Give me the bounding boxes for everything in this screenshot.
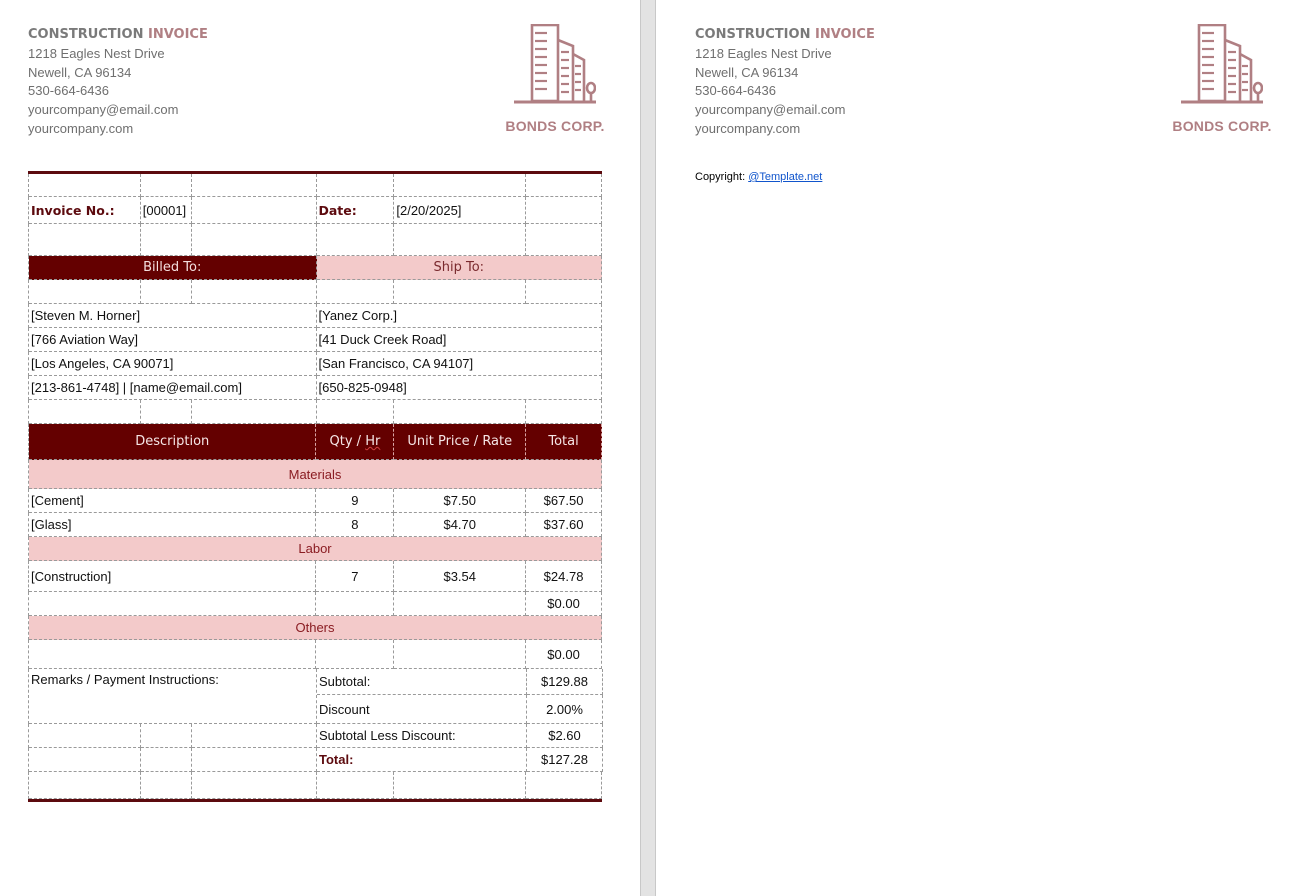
cell[interactable] bbox=[526, 772, 602, 799]
item-unit-price[interactable] bbox=[394, 592, 526, 616]
billed-name[interactable]: [Steven M. Horner] bbox=[29, 304, 317, 328]
company-city: Newell, CA 96134 bbox=[695, 64, 799, 80]
cell[interactable] bbox=[394, 174, 526, 197]
cell[interactable] bbox=[317, 224, 395, 256]
blank-row bbox=[28, 174, 602, 197]
category-labor: Labor bbox=[29, 537, 602, 561]
item-qty[interactable]: 8 bbox=[316, 513, 394, 537]
title-invoice: INVOICE bbox=[147, 27, 208, 42]
cell[interactable] bbox=[29, 400, 141, 424]
ship-to-header: Ship To: bbox=[317, 256, 603, 280]
cell[interactable] bbox=[317, 280, 395, 304]
cell[interactable] bbox=[526, 224, 602, 256]
column-total: Total bbox=[526, 424, 602, 460]
cell[interactable] bbox=[317, 772, 395, 799]
cell[interactable] bbox=[29, 772, 141, 799]
billed-street[interactable]: [766 Aviation Way] bbox=[29, 328, 317, 352]
title-construction: CONSTRUCTION bbox=[28, 27, 144, 42]
cell[interactable] bbox=[192, 400, 317, 424]
item-total[interactable]: $37.60 bbox=[526, 513, 602, 537]
cell[interactable] bbox=[526, 280, 602, 304]
company-address: 1218 Eagles Nest Drive bbox=[695, 46, 832, 62]
date-label: Date: bbox=[317, 197, 395, 224]
buildings-icon bbox=[514, 24, 596, 104]
cell[interactable] bbox=[192, 748, 317, 772]
billed-city[interactable]: [Los Angeles, CA 90071] bbox=[29, 352, 317, 376]
blank-row bbox=[28, 400, 602, 424]
discount-label: Discount bbox=[317, 695, 527, 724]
item-qty[interactable] bbox=[316, 592, 394, 616]
blank-row bbox=[28, 772, 602, 799]
invoice-page-2 bbox=[656, 0, 1290, 896]
date-value[interactable]: [2/20/2025] bbox=[394, 197, 526, 224]
item-row bbox=[28, 640, 602, 669]
item-unit-price[interactable]: $4.70 bbox=[394, 513, 526, 537]
copyright-label: Copyright: bbox=[695, 171, 746, 183]
category-others: Others bbox=[29, 616, 602, 640]
cell[interactable] bbox=[192, 224, 317, 256]
column-unit-price: Unit Price / Rate bbox=[394, 424, 526, 460]
cell[interactable] bbox=[141, 280, 192, 304]
brand-name: BONDS CORP. bbox=[1172, 118, 1272, 134]
category-row bbox=[28, 616, 602, 640]
invoice-page-1 bbox=[0, 0, 640, 896]
invoice-no-label: Invoice No.: bbox=[29, 197, 141, 224]
address-row bbox=[28, 328, 602, 352]
item-row bbox=[28, 489, 602, 513]
document-title bbox=[28, 26, 208, 44]
item-row bbox=[28, 513, 602, 537]
blank-row bbox=[28, 224, 602, 256]
company-logo bbox=[500, 24, 610, 134]
item-total[interactable]: $0.00 bbox=[526, 640, 602, 669]
item-total[interactable]: $0.00 bbox=[526, 592, 602, 616]
items-header-row bbox=[28, 424, 602, 460]
cell[interactable] bbox=[141, 772, 192, 799]
cell[interactable] bbox=[141, 224, 192, 256]
item-qty[interactable]: 7 bbox=[316, 561, 394, 592]
cell[interactable] bbox=[526, 174, 602, 197]
company-email: yourcompany@email.com bbox=[28, 102, 179, 118]
remarks-label[interactable]: Remarks / Payment Instructions: bbox=[29, 669, 317, 724]
cell[interactable] bbox=[317, 174, 395, 197]
cell[interactable] bbox=[192, 197, 317, 224]
item-total[interactable]: $67.50 bbox=[526, 489, 602, 513]
company-phone: 530-664-6436 bbox=[695, 82, 776, 98]
less-discount-label: Subtotal Less Discount: bbox=[317, 724, 527, 748]
cell[interactable] bbox=[526, 400, 602, 424]
cell[interactable] bbox=[29, 224, 141, 256]
item-description[interactable]: [Cement] bbox=[29, 489, 316, 513]
item-row bbox=[28, 592, 602, 616]
company-address: 1218 Eagles Nest Drive bbox=[28, 46, 165, 62]
cell[interactable] bbox=[141, 400, 192, 424]
item-description[interactable] bbox=[29, 640, 316, 669]
invoice-no-value[interactable]: [00001] bbox=[141, 197, 192, 224]
cell[interactable] bbox=[29, 174, 141, 197]
page-divider bbox=[640, 0, 656, 896]
item-unit-price[interactable]: $7.50 bbox=[394, 489, 526, 513]
cell[interactable] bbox=[394, 400, 526, 424]
item-unit-price[interactable]: $3.54 bbox=[394, 561, 526, 592]
blank-row bbox=[28, 280, 602, 304]
company-logo bbox=[1167, 24, 1277, 134]
company-info bbox=[28, 26, 208, 139]
cell[interactable] bbox=[141, 174, 192, 197]
subtotal-value[interactable]: $129.88 bbox=[527, 669, 603, 695]
discount-row bbox=[317, 695, 603, 724]
address-row bbox=[28, 352, 602, 376]
cell[interactable] bbox=[29, 280, 141, 304]
company-website: yourcompany.com bbox=[28, 121, 134, 137]
subtotal-row bbox=[317, 669, 603, 695]
total-row bbox=[317, 748, 603, 772]
bottom-border bbox=[28, 799, 602, 802]
invoice-table bbox=[28, 171, 602, 802]
company-website: yourcompany.com bbox=[695, 121, 801, 137]
company-email: yourcompany@email.com bbox=[695, 102, 846, 118]
cell[interactable] bbox=[29, 724, 141, 748]
invoice-meta-row bbox=[28, 197, 602, 224]
address-header-row bbox=[28, 256, 602, 280]
item-row bbox=[28, 561, 602, 592]
item-unit-price[interactable] bbox=[394, 640, 526, 669]
address-row bbox=[28, 304, 602, 328]
discount-value[interactable]: 2.00% bbox=[527, 695, 603, 724]
less-discount-row bbox=[317, 724, 603, 748]
total-value[interactable]: $127.28 bbox=[527, 748, 603, 772]
brand-name: BONDS CORP. bbox=[505, 118, 605, 134]
item-qty[interactable]: 9 bbox=[316, 489, 394, 513]
billed-contact[interactable]: [213-861-4748] | [name@email.com] bbox=[29, 376, 317, 400]
buildings-icon bbox=[1181, 24, 1263, 104]
column-description: Description bbox=[29, 424, 316, 460]
cell[interactable] bbox=[192, 280, 317, 304]
cell[interactable] bbox=[394, 280, 526, 304]
hr-label: Hr bbox=[365, 434, 381, 449]
item-description[interactable]: [Construction] bbox=[29, 561, 316, 592]
item-description[interactable]: [Glass] bbox=[29, 513, 316, 537]
cell[interactable] bbox=[317, 400, 395, 424]
company-phone: 530-664-6436 bbox=[28, 82, 109, 98]
cell[interactable] bbox=[141, 748, 192, 772]
remarks-column bbox=[28, 669, 317, 772]
total-label: Total: bbox=[317, 748, 527, 772]
column-qty bbox=[316, 424, 394, 460]
less-discount-value[interactable]: $2.60 bbox=[527, 724, 603, 748]
ship-city[interactable]: [San Francisco, CA 94107] bbox=[317, 352, 603, 376]
company-info bbox=[695, 26, 875, 139]
qty-label: Qty / bbox=[329, 434, 366, 449]
summary-block bbox=[28, 669, 602, 772]
remarks-row bbox=[28, 669, 317, 724]
ship-street[interactable]: [41 Duck Creek Road] bbox=[317, 328, 603, 352]
cell[interactable] bbox=[394, 772, 526, 799]
blank-row bbox=[28, 748, 317, 772]
copyright bbox=[695, 171, 822, 183]
category-row bbox=[28, 537, 602, 561]
billed-to-header: Billed To: bbox=[29, 256, 317, 280]
title-invoice: INVOICE bbox=[814, 27, 875, 42]
cell[interactable] bbox=[192, 772, 317, 799]
cell[interactable] bbox=[29, 748, 141, 772]
cell[interactable] bbox=[192, 174, 317, 197]
ship-name[interactable]: [Yanez Corp.] bbox=[317, 304, 603, 328]
title-construction: CONSTRUCTION bbox=[695, 27, 811, 42]
document-title bbox=[695, 26, 875, 44]
cell[interactable] bbox=[526, 197, 602, 224]
cell[interactable] bbox=[394, 224, 526, 256]
category-materials: Materials bbox=[29, 460, 602, 489]
blank-row bbox=[28, 724, 317, 748]
cell[interactable] bbox=[192, 724, 317, 748]
subtotal-label: Subtotal: bbox=[317, 669, 527, 695]
template-link[interactable]: @Template.net bbox=[748, 171, 823, 183]
totals-column bbox=[317, 669, 603, 772]
ship-contact[interactable]: [650-825-0948] bbox=[317, 376, 603, 400]
item-description[interactable] bbox=[29, 592, 316, 616]
address-row bbox=[28, 376, 602, 400]
item-qty[interactable] bbox=[316, 640, 394, 669]
cell[interactable] bbox=[141, 724, 192, 748]
company-city: Newell, CA 96134 bbox=[28, 64, 132, 80]
category-row bbox=[28, 460, 602, 489]
item-total[interactable]: $24.78 bbox=[526, 561, 602, 592]
